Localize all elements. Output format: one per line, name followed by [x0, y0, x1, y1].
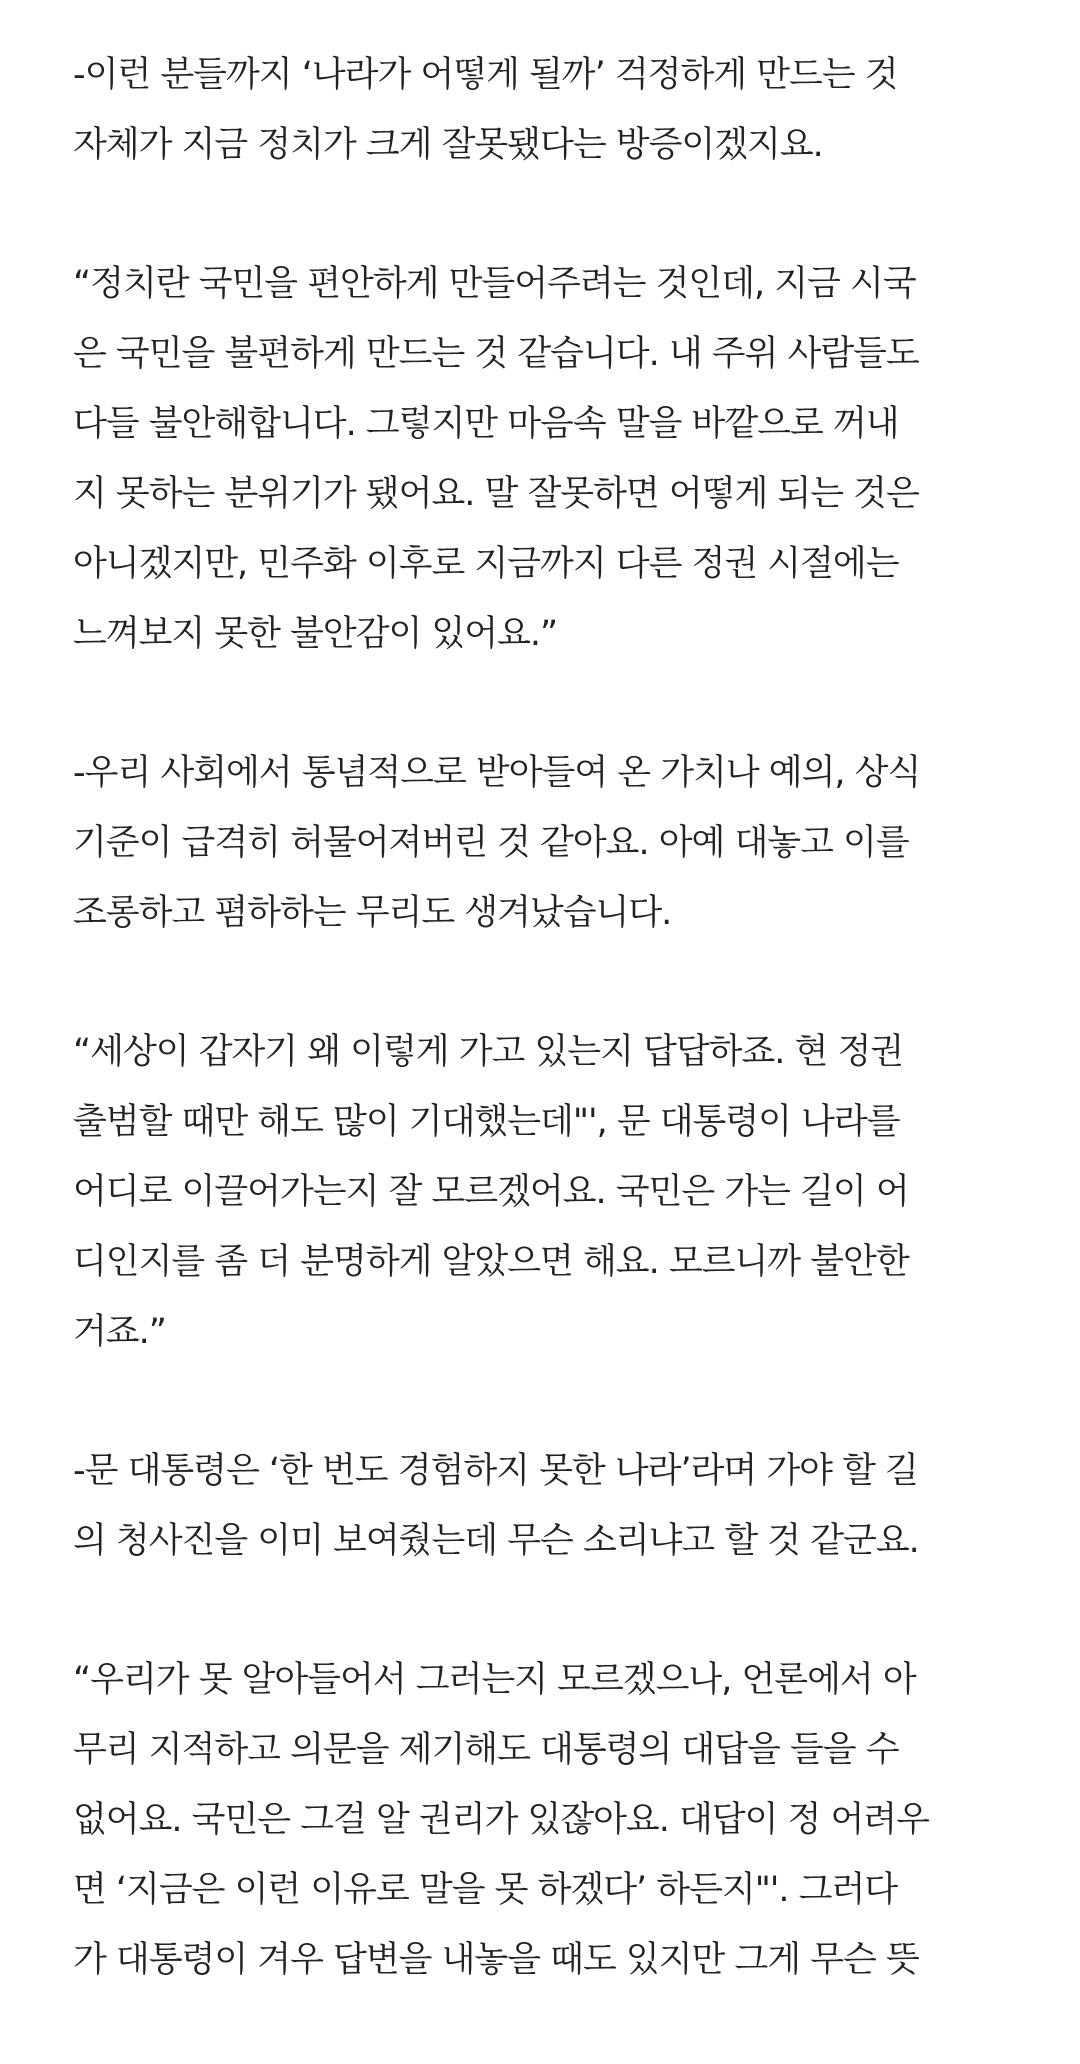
article-paragraph	[73, 40, 1023, 180]
paragraph-line: “정치란 국민을 편안하게 만들어주려는 것인데, 지금 시국	[73, 264, 916, 304]
article-paragraph	[73, 1436, 1023, 1576]
article-paragraph	[73, 249, 1023, 669]
paragraph-line: 어디로 이끌어가는지 잘 모르겠어요. 국민은 가는 길이 어	[73, 1172, 909, 1212]
paragraph-line: 지 못하는 분위기가 됐어요. 말 잘못하면 어떻게 되는 것은	[73, 474, 919, 514]
article-paragraph	[73, 1645, 1023, 1995]
paragraph-line: 은 국민을 불편하게 만드는 것 같습니다. 내 주위 사람들도	[73, 334, 919, 374]
paragraph-line: 출범할 때만 해도 많이 기대했는데"', 문 대통령이 나라를	[73, 1102, 900, 1142]
paragraph-line: 디인지를 좀 더 분명하게 알았으면 해요. 모르니까 불안한	[73, 1242, 909, 1282]
paragraph-line: 기준이 급격히 허물어져버린 것 같아요. 아예 대놓고 이를	[73, 823, 909, 863]
paragraph-line: 거죠.”	[73, 1312, 166, 1352]
paragraph-line: 없어요. 국민은 그걸 알 권리가 있잖아요. 대답이 정 어려우	[73, 1800, 929, 1840]
paragraph-line: 자체가 지금 정치가 크게 잘못됐다는 방증이겠지요.	[73, 125, 823, 165]
paragraph-line: “세상이 갑자기 왜 이렇게 가고 있는지 답답하죠. 현 정권	[73, 1032, 904, 1072]
paragraph-line: 면 ‘지금은 이런 이유로 말을 못 하겠다’ 하든지"'. 그러다	[73, 1870, 898, 1910]
article-paragraph	[73, 1017, 1023, 1367]
article-paragraph	[73, 738, 1023, 948]
paragraph-line: 조롱하고 폄하하는 무리도 생겨났습니다.	[73, 893, 672, 933]
paragraph-line: 아니겠지만, 민주화 이후로 지금까지 다른 정권 시절에는	[73, 544, 899, 584]
paragraph-line: “우리가 못 알아들어서 그러는지 모르겠으나, 언론에서 아	[73, 1660, 916, 1700]
paragraph-line: -우리 사회에서 통념적으로 받아들여 온 가치나 예의, 상식	[73, 753, 921, 793]
paragraph-line: 의 청사진을 이미 보여줬는데 무슨 소리냐고 할 것 같군요.	[73, 1521, 919, 1561]
paragraph-line: 다들 불안해합니다. 그렇지만 마음속 말을 바깥으로 꺼내	[73, 404, 899, 444]
paragraph-line: 느껴보지 못한 불안감이 있어요.”	[73, 614, 558, 654]
paragraph-line: 가 대통령이 겨우 답변을 내놓을 때도 있지만 그게 무슨 뜻	[73, 1940, 919, 1980]
paragraph-line: 무리 지적하고 의문을 제기해도 대통령의 대답을 들을 수	[73, 1730, 899, 1770]
article-body	[73, 40, 1023, 2064]
paragraph-line: -문 대통령은 ‘한 번도 경험하지 못한 나라’라며 가야 할 길	[73, 1451, 918, 1491]
paragraph-line: -이런 분들까지 ‘나라가 어떻게 될까’ 걱정하게 만드는 것	[73, 55, 898, 95]
